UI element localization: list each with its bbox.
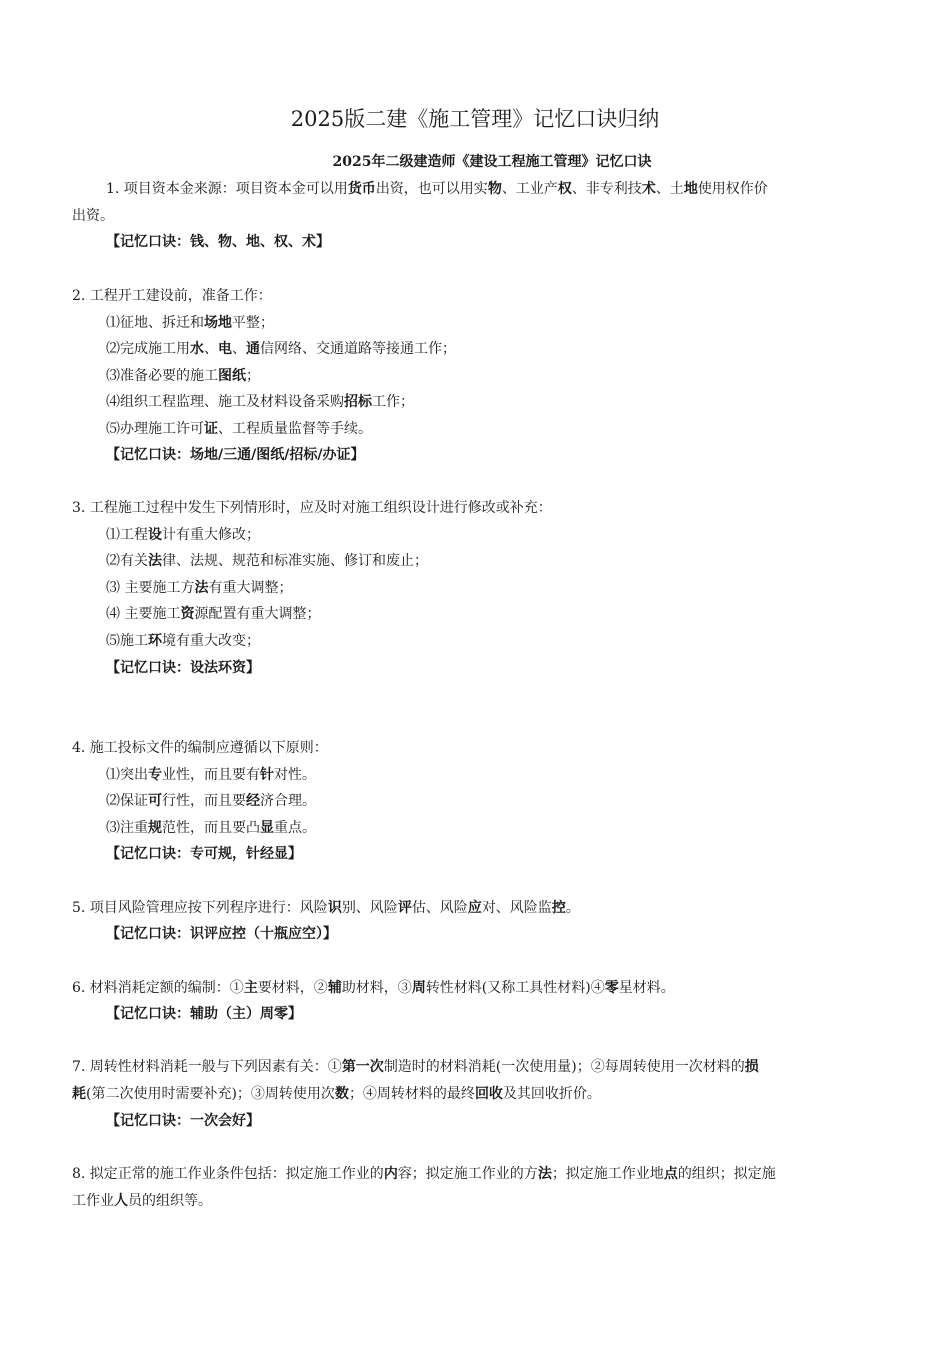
item-2-heading: 2. 工程开工建设前，准备工作：	[72, 288, 272, 304]
item-1-line-2: 出资。	[72, 208, 114, 224]
item-4-point-1: ⑴突出专业性，而且要有针对性。	[106, 767, 316, 783]
item-7-mnemonic: 【记忆口诀：一次会好】	[106, 1113, 260, 1129]
item-3-point-1: ⑴工程设计有重大修改；	[106, 527, 260, 543]
item-4-point-2: ⑵保证可行性，而且要经济合理。	[106, 793, 316, 809]
item-2-point-5: ⑸办理施工许可证、工程质量监督等手续。	[106, 421, 372, 437]
item-7-line-1: 7. 周转性材料消耗一般与下列因素有关：①第一次制造时的材料消耗(一次使用量)；②每周转使用一次材料的损	[72, 1059, 759, 1075]
item-3-mnemonic: 【记忆口诀：设法环资】	[106, 660, 260, 676]
item-2-point-2: ⑵完成施工用水、电、通信网络、交通道路等接通工作；	[106, 341, 456, 357]
item-6-mnemonic: 【记忆口诀：辅助（主）周零】	[106, 1006, 302, 1022]
item-4-point-3: ⑶注重规范性，而且要凸显重点。	[106, 820, 316, 836]
item-4-mnemonic: 【记忆口诀：专可规，针经显】	[106, 846, 302, 862]
item-3-point-5: ⑸施工环境有重大改变；	[106, 633, 260, 649]
item-5-text: 5. 项目风险管理应按下列程序进行：风险识别、风险评估、风险应对、风险监控。	[72, 900, 580, 916]
item-5-mnemonic: 【记忆口诀：识评应控（十瓶应空）】	[106, 926, 337, 942]
document-title: 2025版二建《施工管理》记忆口诀归纳	[290, 107, 660, 131]
item-6-text: 6. 材料消耗定额的编制：①主要材料，②辅助材料，③周转性材料(又称工具性材料)④零星材料。	[72, 980, 675, 996]
item-3-point-4: ⑷ 主要施工资源配置有重大调整；	[106, 606, 321, 622]
document-subtitle: 2025年二级建造师《建设工程施工管理》记忆口诀	[332, 154, 652, 170]
item-2-point-1: ⑴征地、拆迁和场地平整；	[106, 315, 274, 331]
item-3-point-2: ⑵有关法律、法规、规范和标准实施、修订和废止；	[106, 553, 428, 569]
item-3-heading: 3. 工程施工过程中发生下列情形时，应及时对施工组织设计进行修改或补充：	[72, 500, 552, 516]
item-3-point-3: ⑶ 主要施工方法有重大调整；	[106, 580, 293, 596]
item-4-heading: 4. 施工投标文件的编制应遵循以下原则：	[72, 740, 328, 756]
item-2-mnemonic: 【记忆口诀：场地/三通/图纸/招标/办证】	[106, 447, 365, 463]
item-2-point-4: ⑷组织工程监理、施工及材料设备采购招标工作；	[106, 394, 414, 410]
item-7-line-2: 耗(第二次使用时需要补充)；③周转使用次数；④周转材料的最终回收及其回收折价。	[72, 1086, 601, 1102]
item-1-line-1: 1. 项目资本金来源：项目资本金可以用货币出资，也可以用实物、工业产权、非专利技术、土地使用权作价	[106, 181, 768, 197]
item-1-mnemonic: 【记忆口诀：钱、物、地、权、术】	[106, 234, 330, 250]
item-8-line-1: 8. 拟定正常的施工作业条件包括：拟定施工作业的内容；拟定施工作业的方法；拟定施工作业地点的组织；拟定施	[72, 1166, 776, 1182]
item-2-point-3: ⑶准备必要的施工图纸；	[106, 368, 260, 384]
item-8-line-2: 工作业人员的组织等。	[72, 1193, 212, 1209]
